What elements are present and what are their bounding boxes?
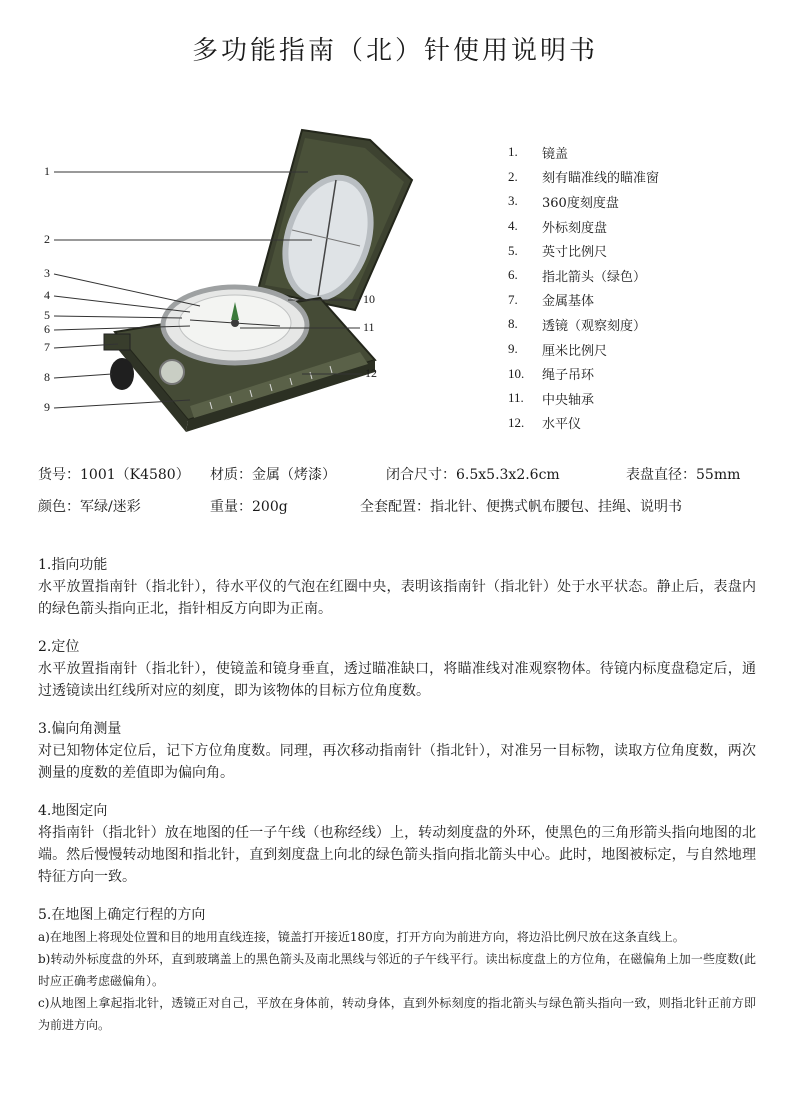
spec-row [38, 494, 758, 526]
part-item: 12. 水平仪 [508, 414, 582, 433]
section-body: 将指南针（指北针）放在地图的任一子午线（也称经线）上，转动刻度盘的外环，使黑色的三角形箭头指向地图的北端。然后慢慢转动地图和指北针，直到刻度盘上向北的绿色箭头指向指北箭头中心。此时，地图被标定，与自然地理特征方向一致。 [38, 825, 756, 885]
callout-9: 9 [44, 400, 50, 414]
spec-color: 颜色：军绿/迷彩 [38, 499, 141, 515]
part-label: 英寸比例尺 [542, 245, 608, 261]
callout-3: 3 [44, 266, 50, 280]
spec-model: 货号：1001（K4580） [38, 467, 190, 483]
section-title: 2.定位 [38, 639, 80, 655]
section-body: 对已知物体定位后，记下方位角度数。同理，再次移动指南针（指北针），对准另一目标物，读取方位角度数，两次测量的度数的差值即为偏向角。 [38, 743, 756, 781]
part-label: 刻有瞄准线的瞄准窗 [542, 171, 660, 187]
spec-dial: 表盘直径：55mm [626, 467, 741, 483]
part-label: 中央轴承 [542, 392, 595, 408]
section-title: 5.在地图上确定行程的方向 [38, 907, 206, 923]
part-item: 6. 指北箭头（绿色） [508, 267, 647, 285]
part-label: 360度刻度盘 [542, 195, 619, 211]
section-item: a)在地图上将现处位置和目的地用直线连接，镜盖打开接近180度，打开方向为前进方向，将边沿比例尺放在这条直线上。 [38, 930, 685, 944]
part-item: 7. 金属基体 [508, 291, 595, 310]
compass-figure [40, 120, 440, 440]
section-body: 水平放置指南针（指北针），待水平仪的气泡在红圈中央，表明该指南针（指北针）处于水平状态。静止后，表盘内的绿色箭头指向正北，指针相反方向即为正南。 [38, 579, 756, 617]
section-route-direction [38, 904, 756, 1036]
callout-5: 5 [44, 308, 50, 322]
section-item: b)转动外标度盘的外环，直到玻璃盖上的黑色箭头及南北黑线与邻近的子午线平行。读出标度盘上的方位角，在磁偏角上加一些度数(此时应正确考虑磁偏角）。 [38, 952, 756, 988]
part-label: 透镜（观察刻度） [542, 318, 647, 334]
callout-4: 4 [44, 288, 50, 302]
section-title: 3.偏向角测量 [38, 721, 122, 737]
spec-size: 闭合尺寸：6.5x5.3x2.6cm [386, 467, 560, 483]
part-item: 10. 绳子吊环 [508, 365, 595, 384]
part-item: 3. 360度刻度盘 [508, 193, 619, 211]
part-label: 厘米比例尺 [542, 343, 608, 359]
callout-10: 10 [363, 292, 375, 306]
section-deviation [38, 718, 756, 784]
spec-block [38, 462, 758, 526]
part-label: 水平仪 [542, 417, 582, 433]
part-item: 9. 厘米比例尺 [508, 341, 608, 359]
spec-material: 材质：金属（烤漆） [210, 467, 336, 483]
part-item: 4. 外标刻度盘 [508, 218, 608, 236]
part-label: 指北箭头（绿色） [542, 269, 647, 285]
callout-7: 7 [44, 340, 50, 354]
part-item: 2. 刻有瞄准线的瞄准窗 [508, 168, 660, 187]
spec-kit: 全套配置：指北针、便携式帆布腰包、挂绳、说明书 [360, 499, 682, 515]
part-item: 8. 透镜（观察刻度） [508, 316, 647, 334]
callout-2: 2 [44, 232, 50, 246]
callout-1: 1 [44, 164, 50, 178]
spec-row [38, 462, 758, 494]
spec-weight: 重量：200g [210, 499, 288, 515]
part-label: 外标刻度盘 [542, 220, 608, 236]
part-item: 5. 英寸比例尺 [508, 242, 608, 261]
section-title: 1.指向功能 [38, 557, 108, 573]
parts-list [508, 140, 768, 435]
section-pointing [38, 554, 756, 620]
callout-12: 12 [365, 366, 377, 380]
section-body: 水平放置指南针（指北针），使镜盖和镜身垂直，透过瞄准缺口，将瞄准线对准观察物体。待镜内标度盘稳定后，通过透镜读出红线所对应的刻度，即为该物体的目标方位角度数。 [38, 661, 756, 699]
part-label: 镜盖 [542, 146, 569, 162]
part-item: 1. 镜盖 [508, 144, 569, 162]
section-item: c)从地图上拿起指北针，透镜正对自己，平放在身体前，转动身体，直到外标刻度的指北箭头与绿色箭头指向一致，则指北针正前方即为前进方向。 [38, 996, 756, 1032]
instructions [38, 554, 756, 1052]
section-positioning [38, 636, 756, 702]
callout-11: 11 [363, 320, 375, 334]
part-label: 金属基体 [542, 294, 595, 310]
section-map-orientation [38, 800, 756, 888]
part-label: 绳子吊环 [542, 368, 595, 384]
page-title: 多功能指南（北）针使用说明书 [191, 36, 598, 66]
callout-6: 6 [44, 322, 50, 336]
compass-illustration [40, 120, 440, 440]
callout-8: 8 [44, 370, 50, 384]
section-title: 4.地图定向 [38, 803, 108, 819]
part-item: 11. 中央轴承 [508, 390, 595, 408]
